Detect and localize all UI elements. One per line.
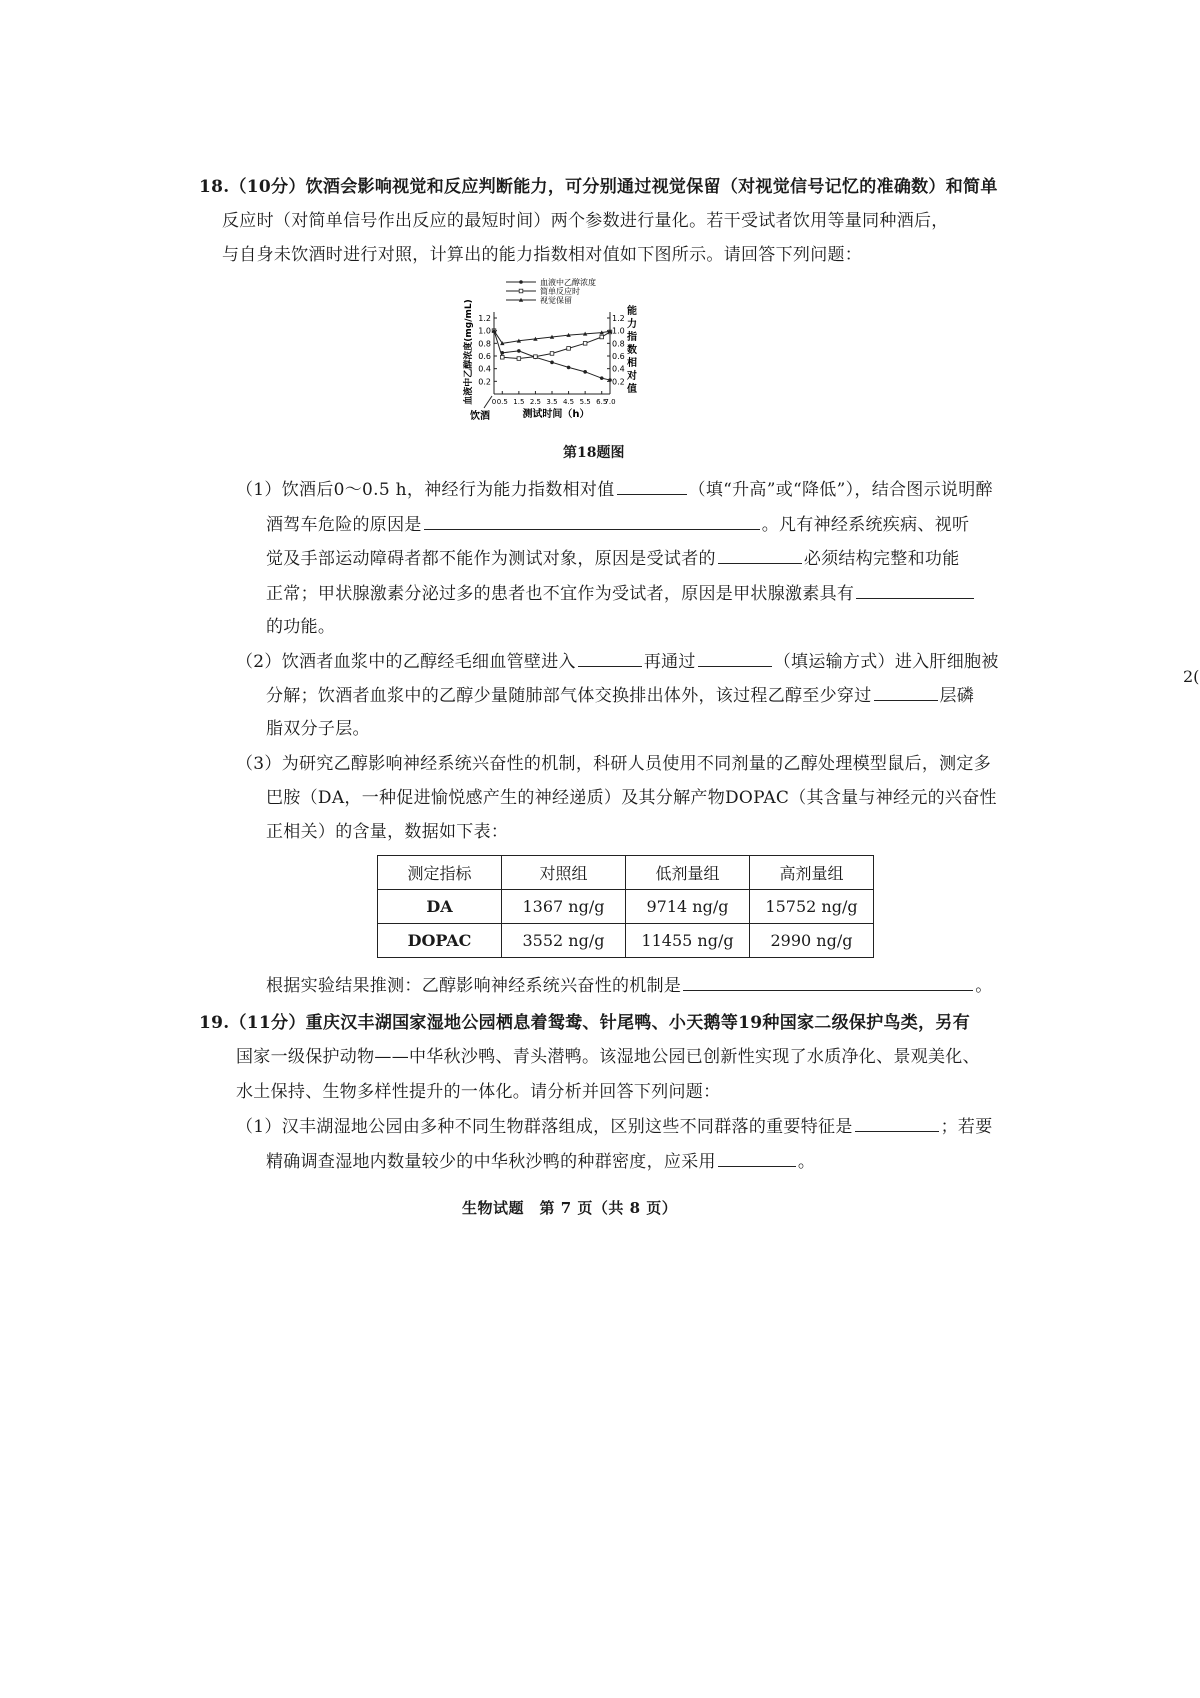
q18-sub1-line-3 xyxy=(266,547,960,570)
data-point xyxy=(517,349,521,353)
table-cell: 2990 ng/g xyxy=(750,924,874,958)
y-tick-label: 0.2 xyxy=(478,377,491,387)
q19-sub1-line-1 xyxy=(236,1115,993,1138)
x-tick-label: 1.5 xyxy=(513,398,525,406)
table-cell: DA xyxy=(378,890,502,924)
chart-svg xyxy=(462,278,712,426)
q18-intro-line-2: 反应时（对简单信号作出反应的最短时间）两个参数进行量化。若干受试者饮用等量同种酒后， xyxy=(222,211,949,231)
q19-sub1-text-b: ；若要 xyxy=(940,1117,993,1137)
q19-sub1-line-2 xyxy=(266,1150,815,1173)
data-point xyxy=(608,378,612,382)
q18-sub2-text-e: 层磷 xyxy=(939,686,975,706)
data-point xyxy=(550,352,554,356)
q18-sub1-line-1 xyxy=(236,478,993,501)
table-header-cell: 对照组 xyxy=(502,856,626,890)
q18-sub3-line-1: （3）为研究乙醇影响神经系统兴奋性的机制，科研人员使用不同剂量的乙醇处理模型鼠后，测定多 xyxy=(236,754,992,774)
table-row xyxy=(378,924,874,958)
q19-sub1-text-c: 精确调查湿地内数量较少的中华秋沙鸭的种群密度，应采用 xyxy=(266,1152,716,1172)
y-tick-label: 0.6 xyxy=(478,352,491,361)
y2-axis-label-char: 能 xyxy=(627,306,637,317)
y2-tick-label: 0.6 xyxy=(612,352,625,361)
answer-blank[interactable] xyxy=(578,650,642,667)
table-cell: DOPAC xyxy=(378,924,502,958)
table-cell: 3552 ng/g xyxy=(502,924,626,958)
q18-sub1-line-4 xyxy=(266,582,976,605)
legend-label: 血液中乙醇浓度 xyxy=(540,278,596,287)
data-point xyxy=(550,361,554,365)
q19-sub1-text-d: 。 xyxy=(797,1152,816,1172)
y2-tick-label: 1.0 xyxy=(612,326,625,336)
y-tick-label: 1.2 xyxy=(478,314,491,323)
answer-blank[interactable] xyxy=(718,547,802,564)
table-header-row xyxy=(378,856,874,890)
q18-sub1-text-g: 正常；甲状腺激素分泌过多的患者也不宜作为受试者，原因是甲状腺激素具有 xyxy=(266,584,855,604)
legend-label: 视觉保留 xyxy=(540,296,572,305)
q18-sub2-text-a: （2）饮酒者血浆中的乙醇经毛细血管壁进入 xyxy=(236,652,576,672)
y2-tick-label: 0.4 xyxy=(612,364,625,374)
x-tick-label: 7.0 xyxy=(604,398,616,406)
x-start-label: 饮酒 xyxy=(470,411,490,422)
q18-sub3-conclusion xyxy=(266,974,993,997)
y2-axis-label-char: 力 xyxy=(627,319,637,330)
data-point xyxy=(600,335,604,339)
q18-sub3-line-3: 正相关）的含量，数据如下表： xyxy=(266,822,509,842)
q18-sub1-text-b: （填“升高”或“降低”），结合图示说明醉 xyxy=(688,480,993,500)
x-tick-label: 3.5 xyxy=(546,398,558,406)
legend-marker xyxy=(519,280,523,284)
q18-sub1-text-e: 觉及手部运动障碍者都不能作为测试对象，原因是受试者的 xyxy=(266,549,716,569)
y-tick-label: 1.0 xyxy=(478,326,491,336)
table-row xyxy=(378,890,874,924)
q18-sub2-line-1 xyxy=(236,650,999,673)
answer-blank[interactable] xyxy=(874,684,938,701)
table-header-cell: 低剂量组 xyxy=(626,856,750,890)
series-line-1 xyxy=(502,351,610,380)
q18-sub2-text-d: 分解；饮酒者血浆中的乙醇少量随肺部气体交换排出体外，该过程乙醇至少穿过 xyxy=(266,686,872,706)
y2-axis-label-char: 对 xyxy=(627,371,637,382)
y2-tick-label: 1.2 xyxy=(612,314,625,323)
q18-sub1-line-5: 的功能。 xyxy=(266,617,336,637)
y2-axis-label-char: 指 xyxy=(627,332,637,343)
x-tick-label: 0.5 xyxy=(496,398,508,406)
y-axis-label: 血液中乙醇浓度(mg/mL) xyxy=(464,299,474,405)
q18-sub1-text-c: 酒驾车危险的原因是 xyxy=(266,515,422,535)
table-cell: 15752 ng/g xyxy=(750,890,874,924)
data-point xyxy=(583,342,587,346)
q18-sub3-line-2: 巴胺（DA，一种促进愉悦感产生的神经递质）及其分解产物DOPAC（其含量与神经元的兴奋性 xyxy=(266,788,997,808)
data-point xyxy=(567,347,571,351)
q18-sub2-text-c: （填运输方式）进入肝细胞被 xyxy=(773,652,999,672)
dopamine-data-table xyxy=(377,855,874,958)
q18-sub2-line-2 xyxy=(266,684,974,707)
answer-blank[interactable] xyxy=(698,650,772,667)
legend-marker xyxy=(519,289,523,293)
y2-axis-label-char: 相 xyxy=(627,358,637,369)
q18-intro-line-3: 与自身未饮酒时进行对照，计算出的能力指数相对值如下图所示。请回答下列问题： xyxy=(222,245,863,265)
y-tick-label: 0.8 xyxy=(478,339,491,349)
ethanol-line-chart xyxy=(462,278,712,426)
q18-sub2-line-3: 脂双分子层。 xyxy=(266,719,370,739)
x-tick-label: 0 xyxy=(491,398,497,406)
q19-line-2: 国家一级保护动物——中华秋沙鸭、青头潜鸭。该湿地公园已创新性实现了水质净化、景观美化、 xyxy=(236,1047,980,1067)
data-point xyxy=(567,366,571,370)
table-header-cell: 高剂量组 xyxy=(750,856,874,890)
page-footer: 生物试题 第 7 页（共 8 页） xyxy=(462,1199,678,1217)
y2-axis-label-char: 值 xyxy=(627,384,637,395)
q18-sub1-text-d: 。凡有神经系统疾病、视听 xyxy=(761,515,970,535)
q19-line-1: 19.（11分）重庆汉丰湖国家湿地公园栖息着鸳鸯、针尾鸭、小天鹅等19种国家二级保护鸟类，另有 xyxy=(199,1013,970,1033)
q18-sub3-conclusion-end: 。 xyxy=(975,976,993,996)
data-point xyxy=(600,376,604,380)
answer-blank[interactable] xyxy=(718,1150,796,1167)
answer-blank[interactable] xyxy=(856,582,974,599)
q19-sub1-text-a: （1）汉丰湖湿地公园由多种不同生物群落组成，区别这些不同群落的重要特征是 xyxy=(236,1117,853,1137)
x-tick-label: 2.5 xyxy=(529,398,541,406)
y2-tick-label: 0.2 xyxy=(612,377,625,387)
x-tick-label: 6.5 xyxy=(596,398,608,406)
data-point xyxy=(534,355,538,359)
table-header-cell: 测定指标 xyxy=(378,856,502,890)
y2-axis-label-char: 数 xyxy=(627,345,637,356)
table-cell: 11455 ng/g xyxy=(626,924,750,958)
q18-sub2-text-b: 再通过 xyxy=(643,652,696,672)
q18-sub1-text-f: 必须结构完整和功能 xyxy=(803,549,960,569)
y-tick-label: 0.4 xyxy=(478,364,491,374)
legend-label: 简单反应时 xyxy=(540,287,580,296)
answer-blank[interactable] xyxy=(683,974,973,991)
answer-blank[interactable] xyxy=(424,513,760,530)
margin-mark: 2( xyxy=(1183,667,1200,686)
q18-sub1-line-2 xyxy=(266,513,969,536)
table-cell: 1367 ng/g xyxy=(502,890,626,924)
x-axis-label: 测试时间（h） xyxy=(522,409,590,420)
table-cell: 9714 ng/g xyxy=(626,890,750,924)
data-point xyxy=(500,355,504,359)
data-point xyxy=(583,370,587,374)
y2-tick-label: 0.8 xyxy=(612,339,625,349)
figure-caption: 第18题图 xyxy=(563,445,625,461)
q18-intro-line-1: 18.（10分）饮酒会影响视觉和反应判断能力，可分别通过视觉保留（对视觉信号记忆的准确数）和简单 xyxy=(199,177,998,197)
data-point xyxy=(517,357,521,361)
x-tick-label: 5.5 xyxy=(579,398,591,406)
answer-blank[interactable] xyxy=(617,478,687,495)
q19-line-3: 水土保持、生物多样性提升的一体化。请分析并回答下列问题： xyxy=(236,1082,721,1102)
answer-blank[interactable] xyxy=(855,1115,939,1132)
q18-sub1-text-a: （1）饮酒后0～0.5 h，神经行为能力指数相对值 xyxy=(236,480,615,500)
q18-sub3-conclusion-text: 根据实验结果推测：乙醇影响神经系统兴奋性的机制是 xyxy=(266,976,682,996)
x-tick-label: 4.5 xyxy=(563,398,575,406)
